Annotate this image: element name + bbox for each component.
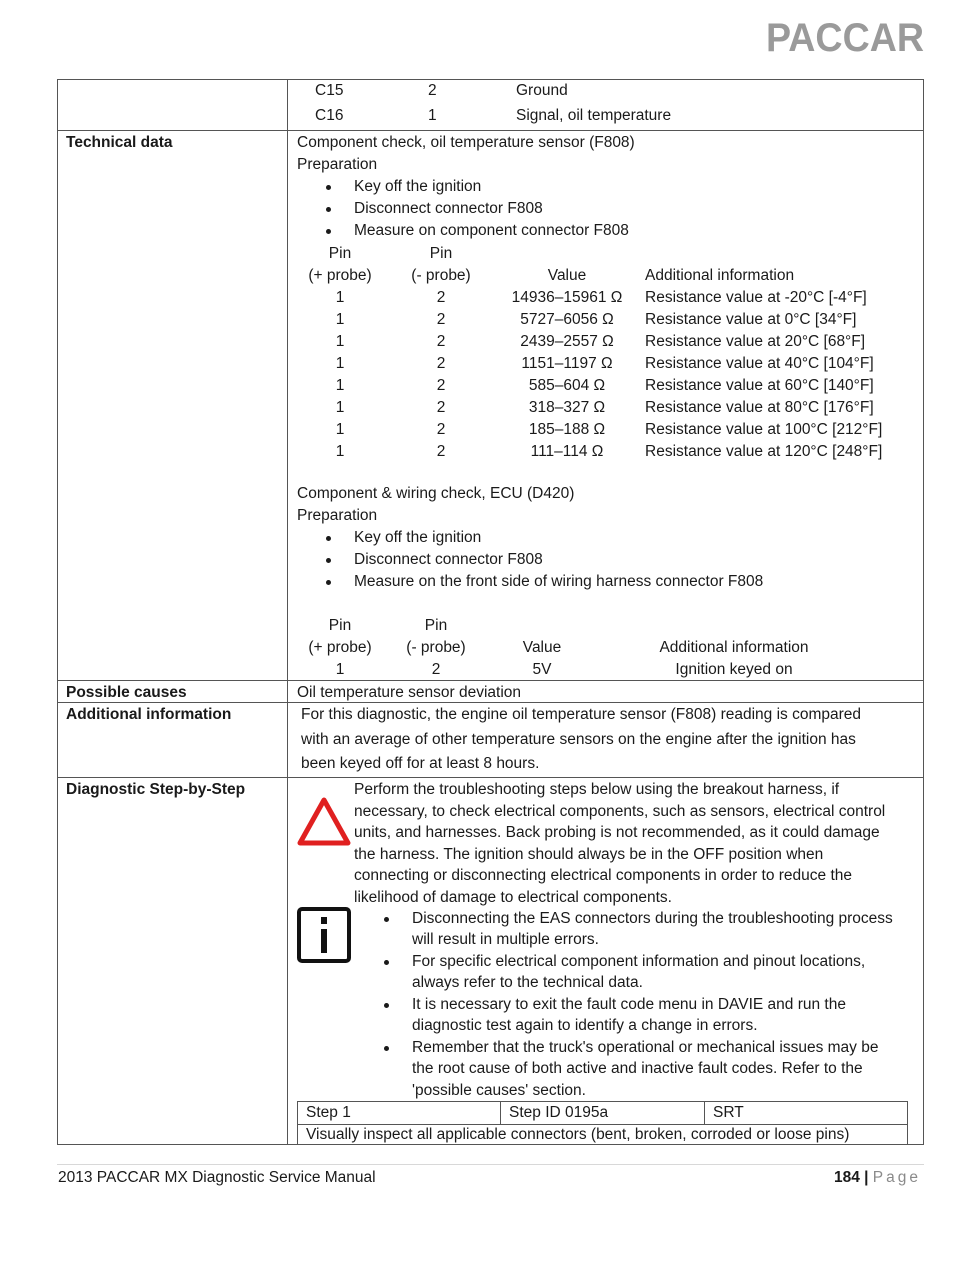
step-number: Step 1: [306, 1104, 351, 1121]
possible-causes-label: Possible causes: [66, 684, 187, 701]
pin-plus-header: (+ probe): [308, 267, 372, 284]
value-header: Value: [547, 267, 587, 284]
warning-line: connecting or disconnecting electrical components in order to reduce the: [354, 867, 853, 884]
info-bullet-line: Remember that the truck's operational or mechanical issues may be: [412, 1039, 879, 1056]
row-value: 2439–2557 Ω: [520, 333, 614, 350]
row-pin-minus: 2: [436, 377, 446, 394]
info-bullet-line: Disconnecting the EAS connectors during the troubleshooting process: [412, 910, 893, 927]
row-value: 185–188 Ω: [528, 421, 606, 438]
row-pin-minus: 2: [436, 443, 446, 460]
row-pin-minus: 2: [436, 289, 446, 306]
row-value: 5727–6056 Ω: [520, 311, 614, 328]
row-pin-minus: 2: [436, 333, 446, 350]
additional-info-line: For this diagnostic, the engine oil temperature sensor (F808) reading is compared: [301, 706, 862, 723]
bullet: [384, 917, 389, 922]
footer-rule: [57, 1164, 924, 1165]
row-value: 585–604 Ω: [528, 377, 606, 394]
pin-plus-header: Pin: [328, 617, 352, 634]
step-id: Step ID 0195a: [509, 1104, 609, 1121]
prep-step: Disconnect connector F808: [354, 200, 543, 217]
pin-row-connector: C16: [315, 107, 344, 124]
row-pin-plus: 1: [335, 289, 345, 306]
additional-info-line: been keyed off for at least 8 hours.: [301, 755, 540, 772]
pin-minus-header: Pin: [424, 617, 448, 634]
info-bullet-line: always refer to the technical data.: [412, 974, 643, 991]
warning-line: Perform the troubleshooting steps below using the breakout harness, if: [354, 781, 840, 798]
row-pin-minus: 2: [436, 421, 446, 438]
row-pin-minus: 2: [431, 661, 441, 678]
info-header: Additional information: [659, 639, 809, 656]
row-divider: [57, 777, 924, 778]
row-pin-minus: 2: [436, 399, 446, 416]
footer-page: [834, 1168, 921, 1188]
row-value: 111–114 Ω: [530, 443, 604, 460]
step-id-cell: [501, 1102, 705, 1124]
row-info: Resistance value at 40°C [104°F]: [645, 355, 874, 372]
row-pin-plus: 1: [335, 661, 345, 678]
row-divider: [57, 130, 924, 131]
prep-step: Key off the ignition: [354, 178, 482, 195]
row-pin-plus: 1: [335, 311, 345, 328]
possible-causes-text: Oil temperature sensor deviation: [297, 684, 522, 701]
info-bullet-line: diagnostic test again to identify a change in errors.: [412, 1017, 758, 1034]
pin-row-pin: 1: [428, 107, 437, 124]
wiring-check-title: Component & wiring check, ECU (D420): [297, 485, 575, 502]
bullet: [326, 229, 331, 234]
bullet: [384, 1003, 389, 1008]
prep-step: Measure on the front side of wiring harness connector F808: [354, 573, 764, 590]
row-info: Resistance value at 0°C [34°F]: [645, 311, 857, 328]
paccar-logo-text: PACCAR: [766, 18, 924, 56]
info-icon: [296, 906, 352, 964]
row-info: Resistance value at 100°C [212°F]: [645, 421, 883, 438]
row-info: Resistance value at 120°C [248°F]: [645, 443, 883, 460]
prep-step: Disconnect connector F808: [354, 551, 543, 568]
pin-plus-header: (+ probe): [308, 639, 372, 656]
pin-row-pin: 2: [428, 82, 437, 99]
row-divider: [57, 680, 924, 681]
row-pin-plus: 1: [335, 355, 345, 372]
row-info: Resistance value at 20°C [68°F]: [645, 333, 866, 350]
row-pin-plus: 1: [335, 333, 345, 350]
paccar-logo: [766, 18, 924, 56]
info-bullet-line: For specific electrical component information and pinout locations,: [412, 953, 866, 970]
step-instruction: Visually inspect all applicable connectors (bent, broken, corroded or loose pins): [306, 1126, 850, 1143]
row-pin-minus: 2: [436, 355, 446, 372]
column-divider: [287, 79, 288, 1145]
technical-data-label: Technical data: [66, 134, 173, 151]
diagnostic-label: Diagnostic Step-by-Step: [66, 781, 246, 798]
pin-row-function: Ground: [516, 82, 568, 99]
preparation-label: Preparation: [297, 507, 378, 524]
pin-plus-header: Pin: [328, 245, 352, 262]
pin-minus-header: (- probe): [406, 639, 466, 656]
bullet: [326, 580, 331, 585]
page-word: Page: [872, 1169, 921, 1186]
bullet: [326, 207, 331, 212]
prep-step: Measure on component connector F808: [354, 222, 629, 239]
row-value: 1151–1197 Ω: [521, 355, 613, 372]
info-bullet-line: will result in multiple errors.: [412, 931, 599, 948]
row-info: Resistance value at 60°C [140°F]: [645, 377, 874, 394]
warning-line: likelihood of damage to electrical components.: [354, 889, 672, 906]
row-value: 318–327 Ω: [528, 399, 606, 416]
row-value: 5V: [532, 661, 552, 678]
bullet: [326, 536, 331, 541]
footer-title: 2013 PACCAR MX Diagnostic Service Manual: [58, 1169, 376, 1186]
row-pin-plus: 1: [335, 399, 345, 416]
additional-info-label: Additional information: [66, 706, 232, 723]
step-cell: [298, 1102, 501, 1124]
bullet: [326, 185, 331, 190]
row-pin-plus: 1: [335, 377, 345, 394]
bullet: [384, 960, 389, 965]
pin-row-connector: C15: [315, 82, 344, 99]
value-header: Value: [522, 639, 562, 656]
prep-step: Key off the ignition: [354, 529, 482, 546]
pin-row-function: Signal, oil temperature: [516, 107, 672, 124]
row-pin-plus: 1: [335, 421, 345, 438]
row-value: 14936–15961 Ω: [511, 289, 623, 306]
warning-line: units, and harnesses. Back probing is not recommended, as it could damage: [354, 824, 880, 841]
warning-icon: [296, 796, 352, 848]
row-info: Resistance value at 80°C [176°F]: [645, 399, 874, 416]
row-info: Ignition keyed on: [675, 661, 793, 678]
additional-info-line: with an average of other temperature sensors on the engine after the ignition has: [301, 731, 856, 748]
info-bullet-line: the root cause of both active and inactive fault codes. Refer to the: [412, 1060, 863, 1077]
warning-line: the harness. The ignition should always be in the OFF position when: [354, 846, 824, 863]
row-pin-plus: 1: [335, 443, 345, 460]
pin-minus-header: (- probe): [411, 267, 471, 284]
page-number: 184: [833, 1169, 860, 1186]
page-separator: |: [864, 1169, 869, 1186]
row-pin-minus: 2: [436, 311, 446, 328]
preparation-label: Preparation: [297, 156, 378, 173]
warning-line: necessary, to check electrical components, such as sensors, electrical control: [354, 803, 886, 820]
info-header: Additional information: [645, 267, 795, 284]
info-bullet-line: It is necessary to exit the fault code menu in DAVIE and run the: [412, 996, 846, 1013]
component-check-title: Component check, oil temperature sensor (F808): [297, 134, 635, 151]
info-bullet-line: 'possible causes' section.: [412, 1082, 586, 1099]
step-srt: SRT: [713, 1104, 744, 1121]
pin-minus-header: Pin: [429, 245, 453, 262]
bullet: [384, 1046, 389, 1051]
row-info: Resistance value at -20°C [-4°F]: [645, 289, 867, 306]
step-table: [297, 1101, 908, 1145]
bullet: [326, 558, 331, 563]
